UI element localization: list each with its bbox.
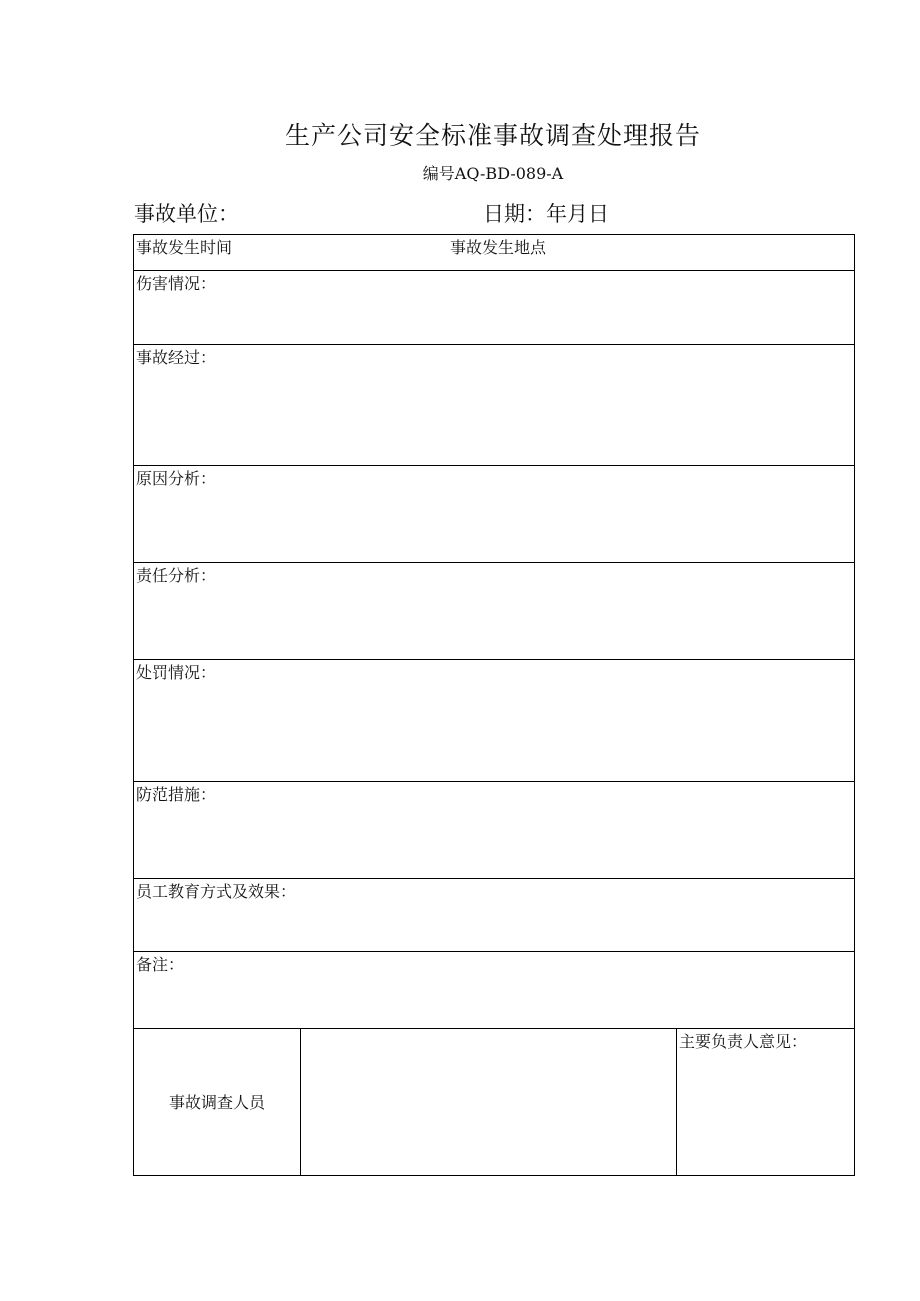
injury-row [134, 271, 855, 345]
penalty-row [134, 660, 855, 782]
process-label: 事故经过： [136, 348, 217, 367]
report-title: 生产公司安全标准事故调查处理报告 [284, 121, 701, 150]
penalty-label: 处罚情况： [136, 663, 217, 682]
cause-cell[interactable] [134, 466, 855, 563]
remarks-label: 备注： [136, 955, 185, 974]
report-form-table [133, 234, 855, 1176]
prevention-row [134, 782, 855, 879]
injury-cell[interactable] [134, 271, 855, 345]
remarks-row [134, 952, 855, 1029]
process-cell[interactable] [134, 345, 855, 466]
time-place-cell[interactable] [134, 235, 855, 271]
remarks-cell[interactable] [134, 952, 855, 1029]
time-place-row [134, 235, 855, 271]
cause-label: 原因分析： [136, 469, 217, 488]
education-label: 员工教育方式及效果： [136, 882, 297, 901]
signature-row [134, 1029, 855, 1176]
investigators-input-cell[interactable] [301, 1029, 677, 1176]
investigators-label-cell [134, 1029, 301, 1176]
investigators-label: 事故调查人员 [168, 1093, 265, 1112]
accident-unit-label: 事故单位： [134, 202, 239, 226]
injury-label: 伤害情况： [136, 274, 217, 293]
prevention-label: 防范措施： [136, 785, 217, 804]
education-cell[interactable] [134, 879, 855, 952]
prevention-cell[interactable] [134, 782, 855, 879]
date-label: 日期：年月日 [483, 202, 609, 226]
accident-time-label: 事故发生时间 [136, 238, 233, 257]
education-row [134, 879, 855, 952]
cause-row [134, 466, 855, 563]
leader-opinion-label: 主要负责人意见： [679, 1032, 808, 1051]
document-code: 编号AQ-BD-089-A [422, 164, 564, 183]
responsibility-row [134, 563, 855, 660]
accident-place-label: 事故发生地点 [450, 238, 547, 257]
process-row [134, 345, 855, 466]
responsibility-cell[interactable] [134, 563, 855, 660]
leader-opinion-cell[interactable] [677, 1029, 855, 1176]
penalty-cell[interactable] [134, 660, 855, 782]
responsibility-label: 责任分析： [136, 566, 217, 585]
